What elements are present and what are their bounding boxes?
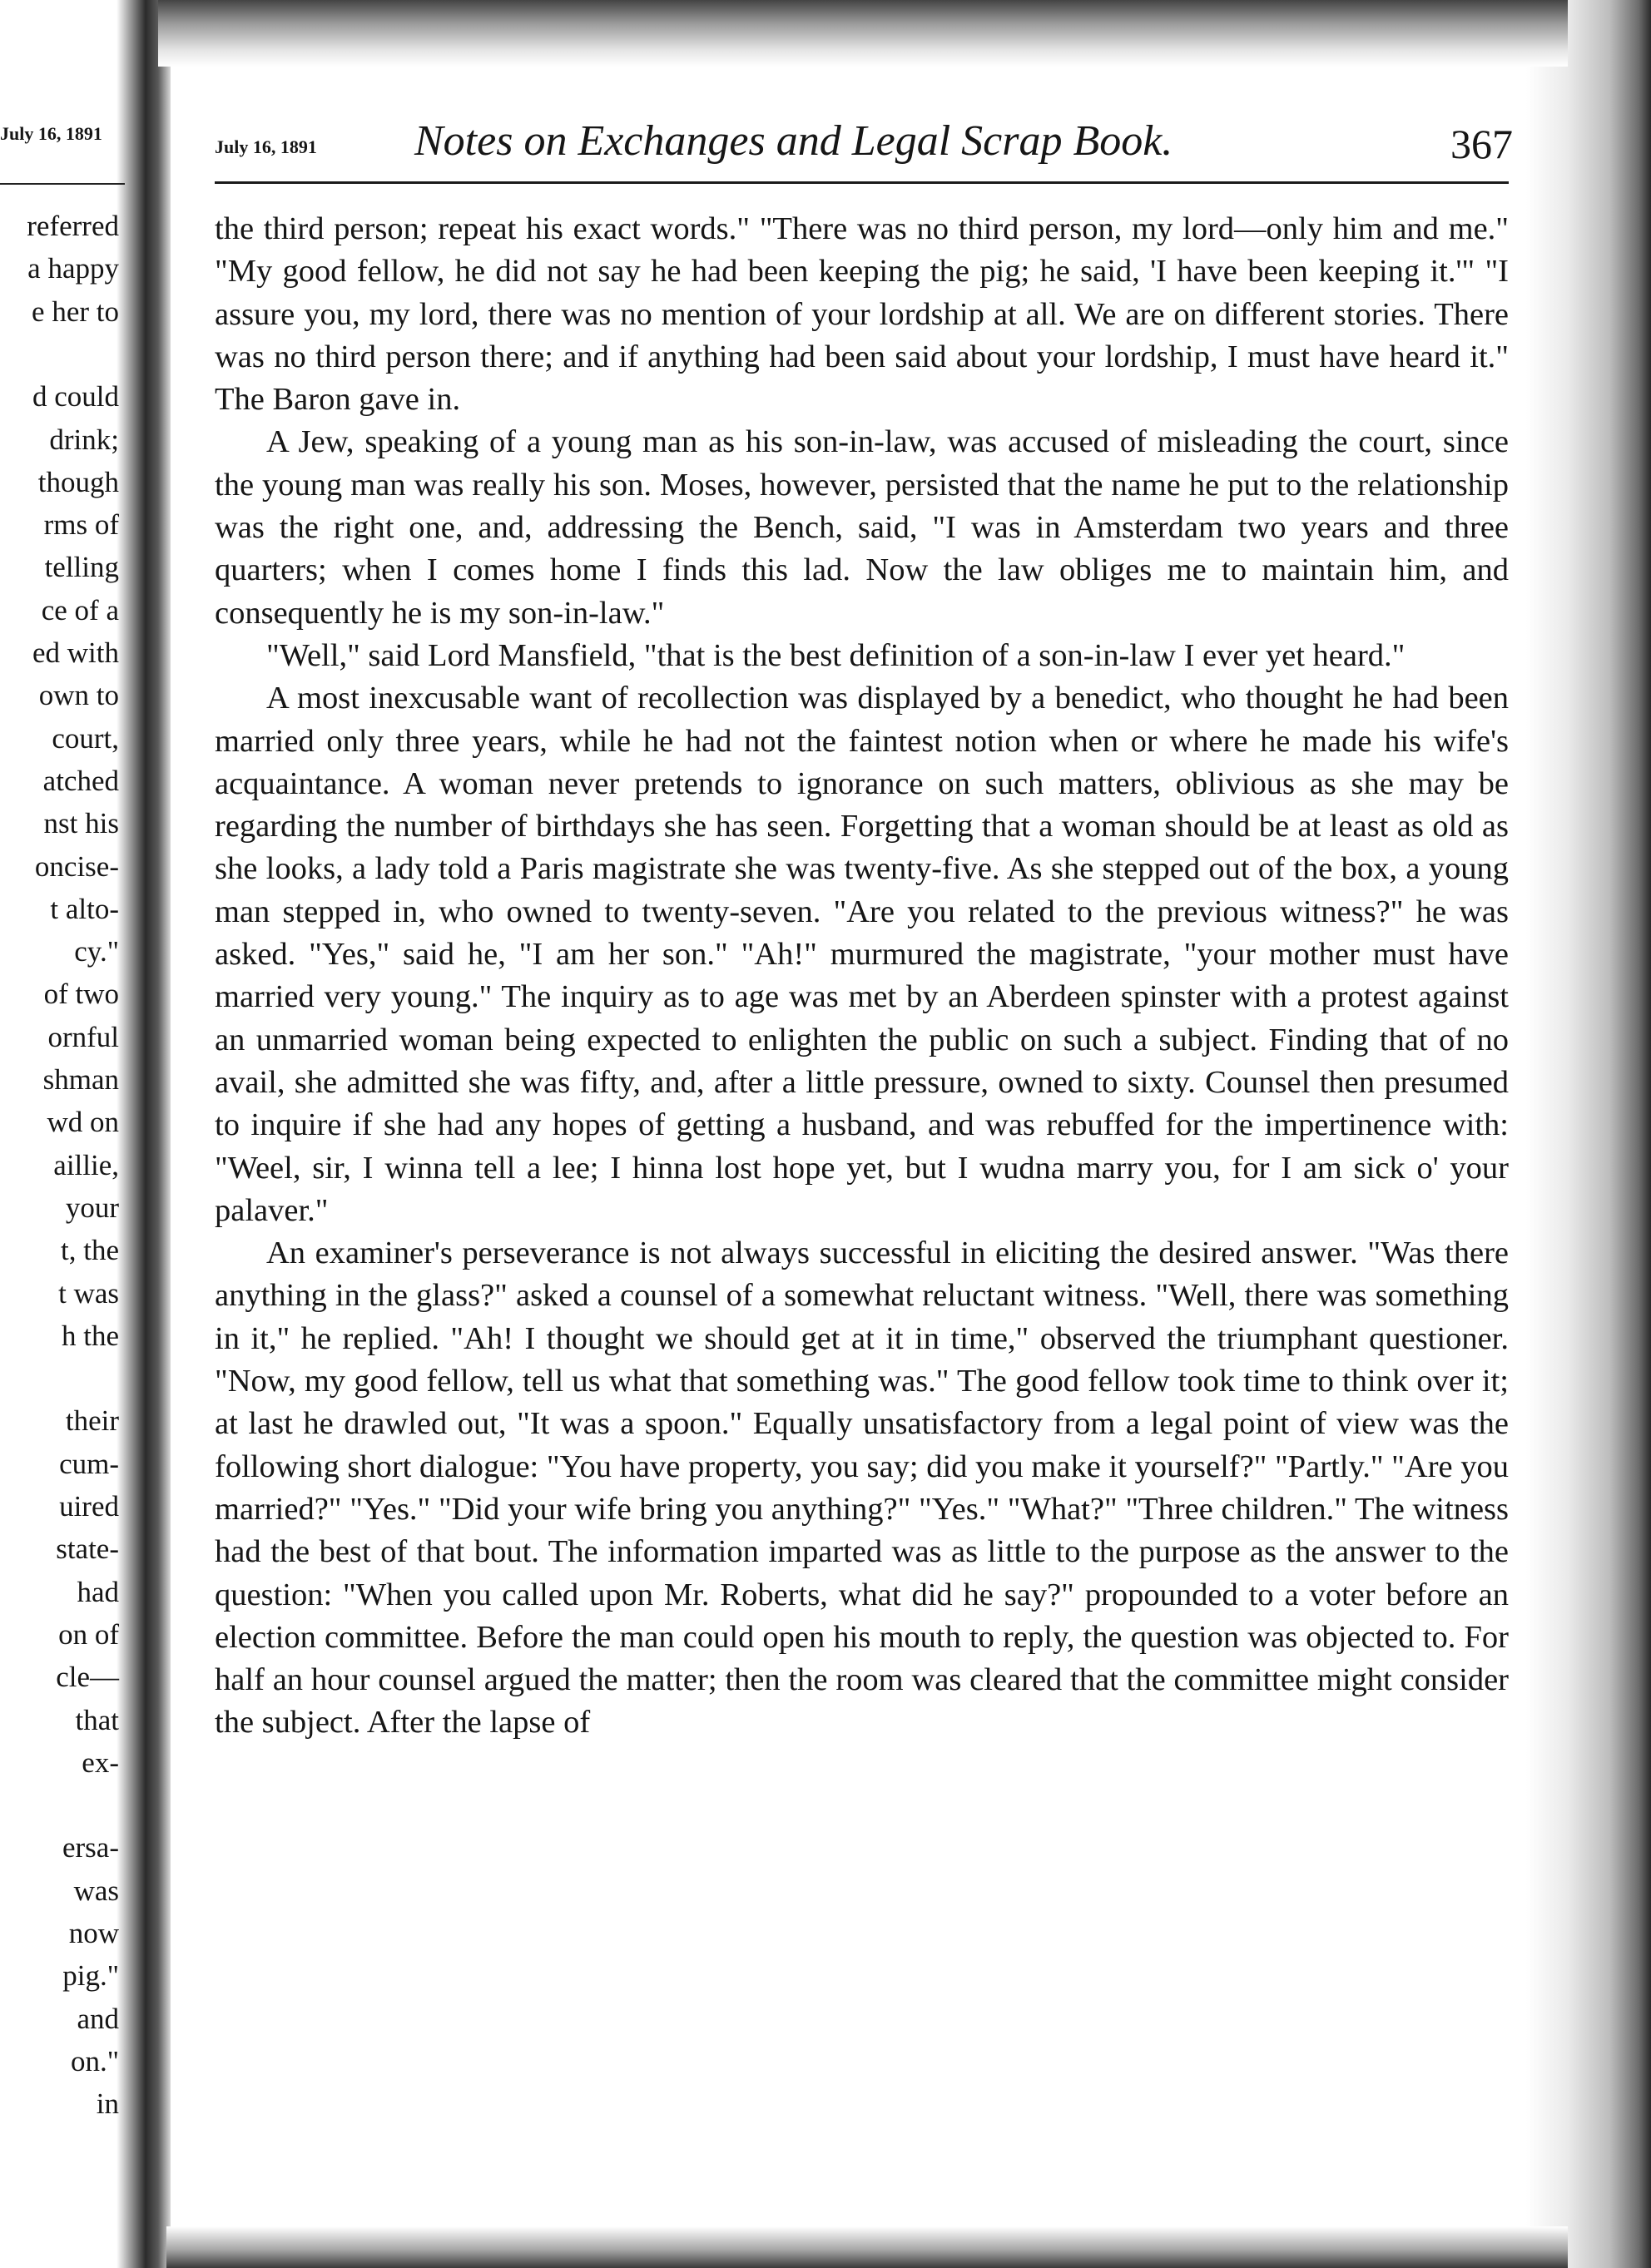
previous-page-line: shman [42,1063,119,1096]
scan-shadow-right [1526,0,1651,2268]
previous-page-line: of two [43,978,119,1011]
previous-page-line: that [75,1703,119,1736]
previous-page-line: h the [61,1319,119,1352]
previous-page-line: t was [58,1276,119,1310]
previous-page-line: state- [56,1533,119,1566]
previous-page-line: in [96,2087,119,2121]
previous-page-line: was [73,1874,119,1907]
previous-page-line: ex- [82,1746,119,1779]
previous-page-line: had [77,1575,119,1608]
previous-page-line: ornful [47,1020,119,1053]
paragraph: A Jew, speaking of a young man as his son-in-law, was accused of misleading the court, since the young man was really his son. Moses, however, persisted that the name he put to the relationship was the right one, and, addressing the Bench, said, "I was in Amsterdam two years and three quarters; when I comes home I finds this lad. Now the law obliges me to maintain him, and consequently he is my son-in-law." [215,424,1509,631]
previous-page-line: wd on [47,1106,119,1139]
paragraph: "Well," said Lord Mansfield, "that is the best definition of a son-in-law I ever yet heard." [266,637,1406,673]
header-title: Notes on Exchanges and Legal Scrap Book. [414,117,1173,165]
paragraph: An examiner's perseverance is not always successful in eliciting the desired answer. "Was there anything in the glass?" asked a counsel of a somewhat reluctant witness. "Well, there was something in it," he replied. "Ah! I thought we should get at it in time," observed the triumphant questioner. "Now, my good fellow, tell us what that something was." The good fellow took time to think over it; at last he drawled out, "It was a spoon." Equally unsatisfactory from a legal point of view was the following short dialogue: "You have property, you say; did you make it yourself?" "Partly." "Are you married?" "Yes." "Did your wife bring you anything?" "Yes." "What?" "Three children." The witness had the best of that bout. The information imparted was as little to the purpose as the answer to the question: "When you called upon Mr. Roberts, what did he say?" propounded to a voter before an election committee. Before the man could open his mouth to reply, the question was objected to. For half an hour counsel argued the matter; then the room was cleared that the committee might consider the subject. After the lapse of [215,1236,1509,1741]
previous-page-line: a happy [27,252,119,285]
page [215,116,1513,1741]
scan-shadow-bottom [166,2226,1568,2268]
previous-page-line: cy." [74,935,119,968]
previous-page-line: own to [38,679,119,712]
previous-page-line: now [68,1917,119,1949]
previous-page-line: on of [58,1617,119,1651]
paragraph: the third person; repeat his exact words." "There was no third person, my lord—only him and me." "My good fellow, he did not say he had been keeping the pig; he said, 'I have been keeping it.'" "I assure you, my lord, there was no mention of your lordship at all. We are on different stories. There was no third person there; and if anything had been said about your lordship, I must have heard it." The Baron gave in. [215,211,1509,418]
previous-page-line: ed with [32,636,119,669]
page-number: 367 [1450,121,1513,167]
previous-page-line: atched [42,764,119,797]
previous-page-header: July 16, 1891 [0,123,102,144]
previous-page-line: though [37,465,119,498]
previous-page-line: nst his [43,807,119,840]
previous-page-line: d could [32,380,119,413]
header-rule [215,181,1509,184]
header-date: July 16, 1891 [215,136,317,157]
previous-page-line: ce of a [41,593,119,626]
previous-page-line: t, the [61,1234,119,1267]
previous-page-line: uired [59,1490,119,1523]
scan-shadow-top [158,0,1568,67]
previous-page-line: cum- [59,1447,119,1480]
previous-page-line: e her to [32,295,119,328]
previous-page-fragment [0,116,129,2263]
previous-page-line: referred [27,210,119,242]
running-header [215,116,1513,175]
previous-page-line: your [65,1191,119,1224]
article-body [215,208,1509,1745]
previous-page-line: pig." [62,1959,119,1993]
previous-page-line: cle— [56,1661,119,1694]
paragraph: A most inexcusable want of recollection was displayed by a benedict, who thought he had been married only three years, while he had not the faintest notion when or where he made his wife's acquaintance. A woman never pretends to ignorance on such matters, oblivious as she may be regarding the number of birthdays she has seen. Forgetting that a woman should be at least as old as she looks, a lady told a Paris magistrate she was twenty-five. As she stepped out of the box, a young man stepped in, who owned to twenty-seven. "Are you related to the previous witness?" he was asked. "Yes," said he, "I am her son." "Ah!" murmured the magistrate, "your mother must have married very young." The inquiry as to age was met by an Aberdeen spinster with a protest against an unmarried woman being expected to enlighten the public on such a subject. Finding that of no avail, she admitted she was fifty, and, after a little pressure, owned to sixty. Counsel then presumed to inquire if she had any hopes of getting a husband, and was rebuffed for the impertinence with: "Weel, sir, I winna tell a lee; I hinna lost hope yet, but I wudna marry you, for I am sick o' your palaver." [215,681,1509,1228]
previous-page-line: oncise- [34,849,119,883]
previous-page-line: court, [52,721,119,755]
previous-page-line: rms of [43,508,119,542]
previous-page-line: telling [44,551,119,584]
previous-page-line: on." [70,2044,119,2077]
previous-page-line: their [65,1404,119,1438]
previous-page-line: drink; [49,423,119,456]
previous-page-line: t alto- [50,892,119,925]
previous-page-rule [0,183,125,185]
previous-page-line: and [77,2002,119,2035]
previous-page-line: ersa- [62,1831,119,1864]
previous-page-line: aillie, [53,1148,119,1181]
